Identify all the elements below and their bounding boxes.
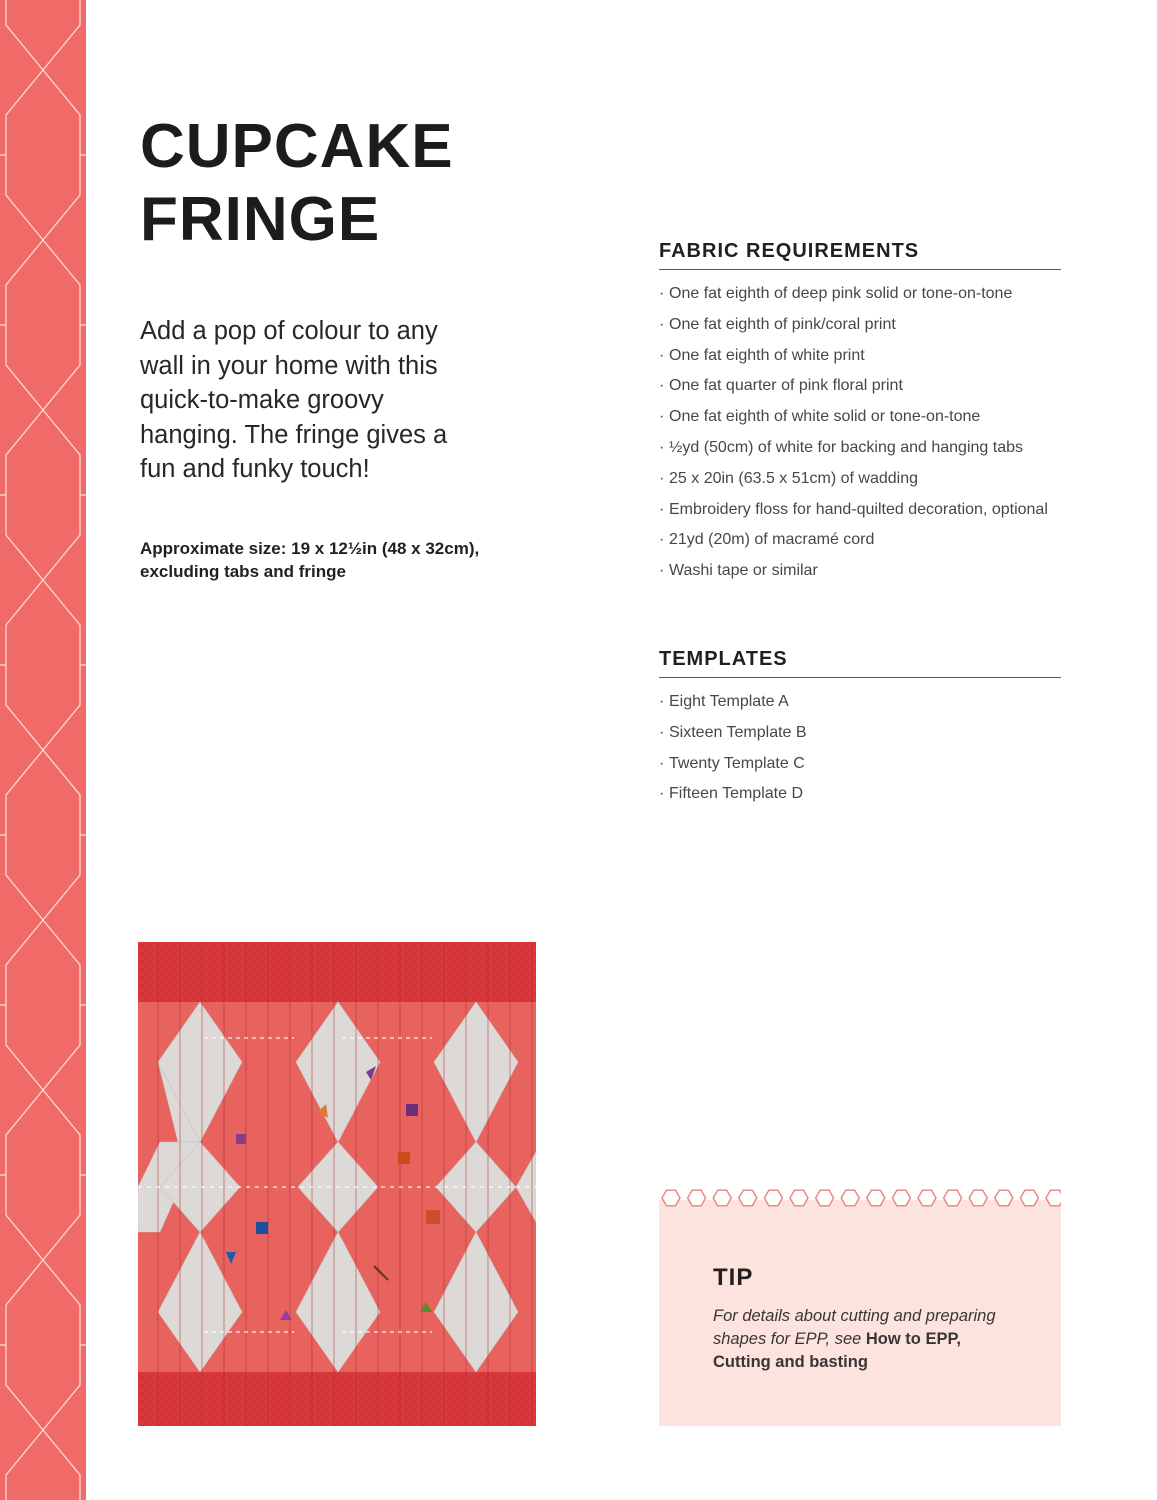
list-item: · Fifteen Template D [659, 782, 1061, 805]
hexagon-ring-icon [841, 1190, 859, 1206]
hexagon-pattern-line [6, 0, 43, 70]
tip-title: TIP [713, 1264, 754, 1291]
fabric-heading: FABRIC REQUIREMENTS [659, 240, 1061, 270]
hexagon-pattern-line [6, 1260, 43, 1430]
templates-heading: TEMPLATES [659, 648, 1061, 678]
list-item: · ½yd (50cm) of white for backing and hanging tabs [659, 436, 1061, 459]
hexagon-ring-icon [918, 1190, 936, 1206]
list-item: · One fat quarter of pink floral print [659, 374, 1061, 397]
hexagon-ring-icon [713, 1190, 731, 1206]
hexagon-ring-icon [662, 1190, 680, 1206]
hexagon-rings-icon [659, 1184, 1061, 1212]
list-item: · Sixteen Template B [659, 721, 1061, 744]
hexagon-pattern-line [6, 750, 43, 920]
hexagon-ring-icon [816, 1190, 834, 1206]
hexagon-pattern-line [43, 1090, 80, 1260]
hexagon-ring-icon [688, 1190, 706, 1206]
hexagon-pattern-line [6, 1430, 43, 1500]
list-item: · One fat eighth of white solid or tone-on-tone [659, 405, 1061, 428]
hexagon-pattern-line [6, 70, 43, 240]
hexagon-ring-icon [892, 1190, 910, 1206]
templates-list [659, 690, 1061, 805]
hexagon-ring-icon [995, 1190, 1013, 1206]
fabric-requirements-section [659, 240, 1061, 590]
list-item: · One fat eighth of deep pink solid or tone-on-tone [659, 282, 1061, 305]
page-title [140, 110, 454, 256]
hexagon-pattern-line [43, 0, 80, 70]
hexagon-ring-icon [764, 1190, 782, 1206]
list-item: · One fat eighth of white print [659, 344, 1061, 367]
hexagon-pattern-line [43, 580, 80, 750]
hexagon-pattern-line [6, 410, 43, 580]
hexagon-ring-icon [1046, 1190, 1061, 1206]
tip-text [713, 1305, 1013, 1374]
hexagon-ring-icon [969, 1190, 987, 1206]
hexagon-pattern-icon [0, 0, 86, 1500]
list-item: · Washi tape or similar [659, 559, 1061, 582]
list-item: · Eight Template A [659, 690, 1061, 713]
hexagon-pattern-line [6, 580, 43, 750]
hexagon-pattern-line [43, 70, 80, 240]
templates-section [659, 648, 1061, 813]
hexagon-pattern-line [43, 1430, 80, 1500]
list-item: · 21yd (20m) of macramé cord [659, 528, 1061, 551]
hexagon-pattern-line [6, 1090, 43, 1260]
hexagon-ring-icon [1020, 1190, 1038, 1206]
quilt-photo [138, 942, 536, 1426]
hexagon-pattern-line [6, 920, 43, 1090]
side-pattern-band [0, 0, 86, 1500]
tip-link-how-to-epp[interactable]: How to EPP, Cutting and basting [713, 1330, 961, 1371]
list-item: · Twenty Template C [659, 752, 1061, 775]
title-line-2: FRINGE [140, 185, 381, 254]
hexagon-pattern-line [43, 410, 80, 580]
fabric-list [659, 282, 1061, 582]
title-line-1: CUPCAKE [140, 112, 454, 181]
list-item: · One fat eighth of pink/coral print [659, 313, 1061, 336]
hexagon-pattern-line [43, 1260, 80, 1430]
hexagon-ring-icon [790, 1190, 808, 1206]
tip-text-italic: For details about cutting and preparing shapes for EPP, see [713, 1307, 996, 1348]
list-item: · 25 x 20in (63.5 x 51cm) of wadding [659, 467, 1061, 490]
hexagon-ring-icon [739, 1190, 757, 1206]
hexagon-pattern-line [6, 240, 43, 410]
size-note: Approximate size: 19 x 12½in (48 x 32cm), excluding tabs and fringe [140, 539, 480, 581]
hexagon-ring-icon [944, 1190, 962, 1206]
hexagon-pattern-line [43, 240, 80, 410]
list-item: · Embroidery floss for hand-quilted decoration, optional [659, 498, 1061, 521]
hexagon-pattern-line [43, 750, 80, 920]
intro-text: Add a pop of colour to any wall in your home with this quick-to-make groovy hanging. The fringe gives a fun and funky touch! [140, 317, 448, 483]
hexagon-pattern-line [43, 920, 80, 1090]
hexagon-ring-icon [867, 1190, 885, 1206]
